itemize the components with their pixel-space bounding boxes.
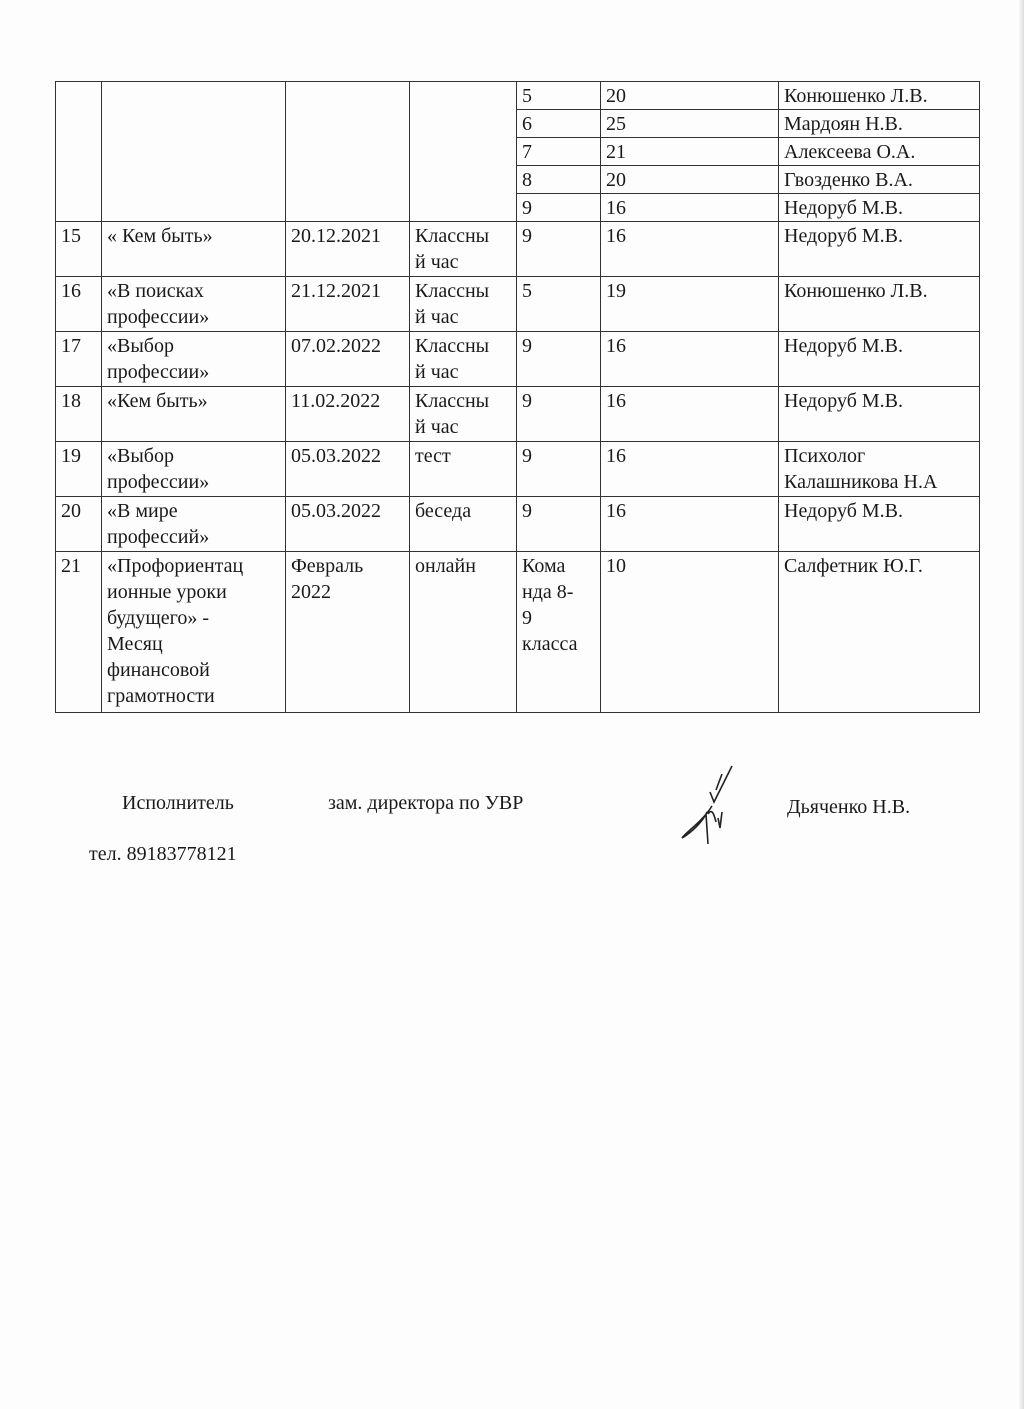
num-cell: 15 xyxy=(56,222,102,277)
events-table xyxy=(55,81,980,713)
class-cell: 5 xyxy=(517,277,601,332)
count-cell: 16 xyxy=(601,497,779,552)
title-cell: «Выбор профессии» xyxy=(102,442,286,497)
date-cell: 05.03.2022 xyxy=(286,442,410,497)
class-cell: 9 xyxy=(517,194,601,222)
count-cell: 21 xyxy=(601,138,779,166)
form-cell: тест xyxy=(410,442,517,497)
table-row xyxy=(56,82,980,110)
title-cell xyxy=(102,82,286,222)
num-cell: 19 xyxy=(56,442,102,497)
table-row xyxy=(56,222,980,277)
title-cell: «В мире профессий» xyxy=(102,497,286,552)
count-cell: 25 xyxy=(601,110,779,138)
count-cell: 16 xyxy=(601,194,779,222)
class-cell: Кома нда 8- 9 класса xyxy=(517,552,601,713)
teacher-cell: Психолог Калашникова Н.А xyxy=(779,442,980,497)
num-cell xyxy=(56,82,102,222)
date-cell xyxy=(286,82,410,222)
scan-edge xyxy=(1018,0,1024,1409)
count-cell: 16 xyxy=(601,442,779,497)
count-cell: 16 xyxy=(601,332,779,387)
teacher-cell: Недоруб М.В. xyxy=(779,194,980,222)
teacher-cell: Мардоян Н.В. xyxy=(779,110,980,138)
class-cell: 9 xyxy=(517,332,601,387)
form-cell: Классны й час xyxy=(410,222,517,277)
class-cell: 5 xyxy=(517,82,601,110)
title-cell: «Профориентац ионные уроки будущего» - Месяц финансовой грамотности xyxy=(102,552,286,713)
form-cell: Классны й час xyxy=(410,332,517,387)
table-row xyxy=(56,387,980,442)
count-cell: 19 xyxy=(601,277,779,332)
table-row xyxy=(56,332,980,387)
teacher-cell: Салфетник Ю.Г. xyxy=(779,552,980,713)
class-cell: 6 xyxy=(517,110,601,138)
num-cell: 20 xyxy=(56,497,102,552)
table-row xyxy=(56,552,980,713)
executor-label: Исполнитель xyxy=(122,792,234,814)
class-cell: 8 xyxy=(517,166,601,194)
form-cell: Классны й час xyxy=(410,277,517,332)
form-cell xyxy=(410,82,517,222)
form-cell: беседа xyxy=(410,497,517,552)
position-label: зам. директора по УВР xyxy=(328,792,524,814)
teacher-cell: Недоруб М.В. xyxy=(779,222,980,277)
count-cell: 10 xyxy=(601,552,779,713)
count-cell: 20 xyxy=(601,82,779,110)
teacher-cell: Конюшенко Л.В. xyxy=(779,82,980,110)
teacher-cell: Недоруб М.В. xyxy=(779,332,980,387)
signer-name: Дьяченко Н.В. xyxy=(787,796,911,818)
count-cell: 16 xyxy=(601,387,779,442)
date-cell: 05.03.2022 xyxy=(286,497,410,552)
date-cell: 07.02.2022 xyxy=(286,332,410,387)
class-cell: 9 xyxy=(517,387,601,442)
title-cell: «Выбор профессии» xyxy=(102,332,286,387)
form-cell: онлайн xyxy=(410,552,517,713)
title-cell: «Кем быть» xyxy=(102,387,286,442)
date-cell: Февраль 2022 xyxy=(286,552,410,713)
teacher-cell: Недоруб М.В. xyxy=(779,497,980,552)
table-row xyxy=(56,497,980,552)
num-cell: 21 xyxy=(56,552,102,713)
teacher-cell: Конюшенко Л.В. xyxy=(779,277,980,332)
class-cell: 9 xyxy=(517,222,601,277)
date-cell: 20.12.2021 xyxy=(286,222,410,277)
form-cell: Классны й час xyxy=(410,387,517,442)
class-cell: 9 xyxy=(517,497,601,552)
title-cell: « Кем быть» xyxy=(102,222,286,277)
date-cell: 11.02.2022 xyxy=(286,387,410,442)
num-cell: 16 xyxy=(56,277,102,332)
teacher-cell: Алексеева О.А. xyxy=(779,138,980,166)
num-cell: 18 xyxy=(56,387,102,442)
signature xyxy=(672,762,742,852)
date-cell: 21.12.2021 xyxy=(286,277,410,332)
table-row xyxy=(56,277,980,332)
title-cell: «В поисках профессии» xyxy=(102,277,286,332)
num-cell: 17 xyxy=(56,332,102,387)
teacher-cell: Гвозденко В.А. xyxy=(779,166,980,194)
table-row xyxy=(56,442,980,497)
phone-number: тел. 89183778121 xyxy=(89,843,237,865)
class-cell: 7 xyxy=(517,138,601,166)
count-cell: 16 xyxy=(601,222,779,277)
class-cell: 9 xyxy=(517,442,601,497)
count-cell: 20 xyxy=(601,166,779,194)
teacher-cell: Недоруб М.В. xyxy=(779,387,980,442)
